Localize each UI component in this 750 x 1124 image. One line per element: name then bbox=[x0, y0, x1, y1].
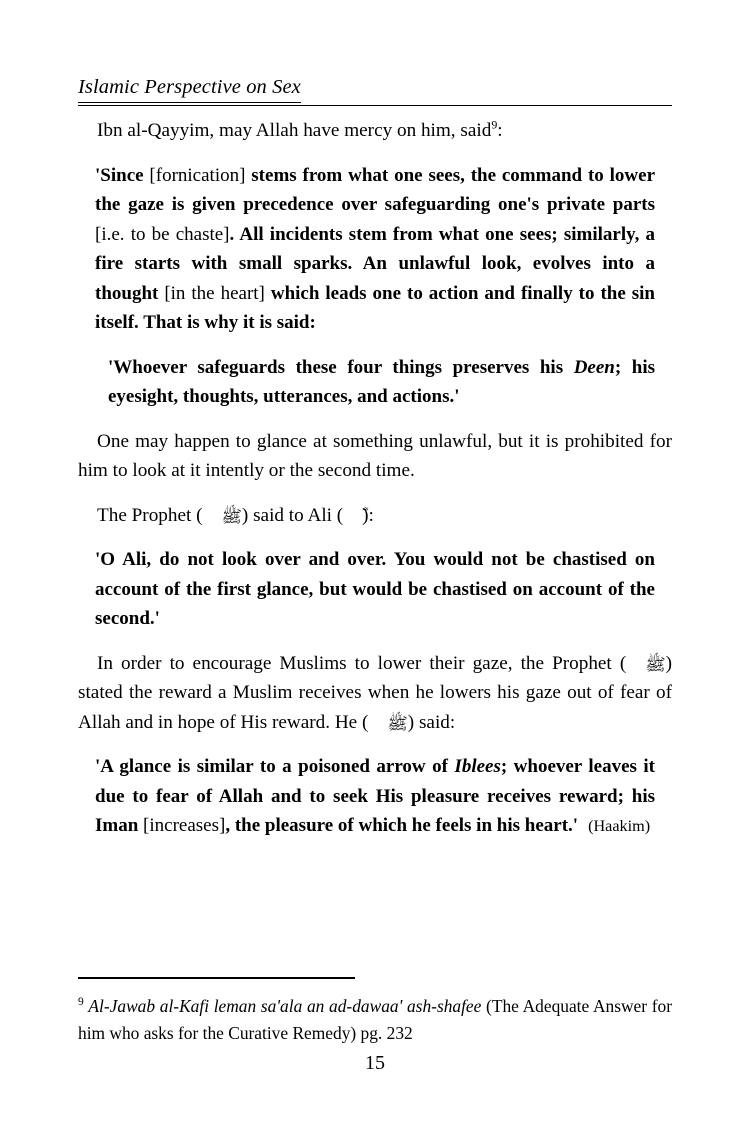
running-header-title: Islamic Perspective on Sex bbox=[78, 76, 301, 103]
italic-term-deen: Deen bbox=[573, 356, 615, 378]
lead-in-segment-2: ) said to Ali ( bbox=[241, 504, 344, 526]
paragraph-glance: One may happen to glance at something unlawful, but it is prohibited for him to look at it intently or the second time. bbox=[78, 430, 672, 481]
editorial-insertion-chaste: [i.e. to be chaste] bbox=[95, 223, 230, 245]
italic-term-iblees: Iblees bbox=[454, 756, 501, 777]
footnote-9 bbox=[78, 993, 672, 1047]
footnote-separator-rule bbox=[78, 977, 355, 979]
blockquote-poisoned-arrow bbox=[95, 752, 655, 842]
lead-in-segment-3: ): bbox=[362, 504, 374, 526]
reward-segment-3: ) said: bbox=[407, 711, 456, 733]
editorial-insertion-in-the-heart: [in the heart] bbox=[164, 282, 265, 304]
arrow-quote-segment-3: , the pleasure of which he feels in his heart.' bbox=[225, 815, 579, 836]
paragraph-intro bbox=[78, 116, 672, 146]
blockquote-o-ali: 'O Ali, do not look over and over. You would not be chastised on account of the first glance, but would be chastised on account of the second.' bbox=[95, 549, 655, 629]
page-content bbox=[78, 116, 672, 855]
quote-segment-2: stems from what one sees, the command to lower the gaze is given precedence over safeguarding one's private parts bbox=[95, 164, 655, 215]
editorial-insertion-increases: [increases] bbox=[143, 815, 226, 836]
quote-segment-4: which leads one to action and finally to the sin itself. That is why it is said: bbox=[95, 282, 655, 333]
inner-quote-segment-1: 'Whoever safeguards these four things preserves his bbox=[108, 356, 574, 378]
paragraph-prophet-to-ali: The Prophet ( ﷺ) said to Ali ( ): bbox=[97, 504, 374, 526]
intro-text-after-marker: : bbox=[497, 120, 503, 141]
quote-segment-3: . All incidents stem from what one sees; similarly, a fire starts with small sparks. An unlawful look, evolves into a thought bbox=[95, 223, 655, 304]
inner-quote-segment-2: ; his eyesight, thoughts, utterances, and actions.' bbox=[108, 356, 655, 407]
arrow-quote-segment-1: 'A glance is similar to a poisoned arrow of bbox=[95, 756, 455, 777]
footnote-title-italic: Al-Jawab al-Kafi leman sa'ala an ad-dawaa' ash-shafee bbox=[88, 996, 482, 1016]
reward-segment-1: In order to encourage Muslims to lower their gaze, the Prophet ( bbox=[97, 652, 627, 674]
reward-segment-2: ) stated the reward a Muslim receives when he lowers his gaze out of fear of Allah and in hope of His reward. He ( bbox=[78, 652, 672, 733]
quote-segment-1: 'Since bbox=[95, 164, 150, 186]
header-rule bbox=[78, 105, 672, 106]
footnote-marker: 9 bbox=[78, 996, 84, 1009]
footnote-reference-9[interactable]: 9 bbox=[491, 117, 498, 132]
lead-in-segment-1: The Prophet ( bbox=[97, 504, 203, 526]
page-number: 15 bbox=[365, 1052, 385, 1074]
editorial-insertion-fornication: [fornication] bbox=[149, 164, 246, 186]
blockquote-four-things bbox=[108, 353, 655, 412]
footnote-translation: (The Adequate Answer for him who asks for the Curative Remedy) pg. 232 bbox=[78, 996, 672, 1043]
hadith-attribution-haakim: (Haakim) bbox=[588, 817, 651, 835]
paragraph-reward: In order to encourage Muslims to lower their gaze, the Prophet ( ﷺ) stated the reward a Muslim receives when he lowers his gaze out of fear of Allah and in hope of His reward. He ( ﷺ) said: bbox=[78, 652, 672, 733]
blockquote-ibn-al-qayyim bbox=[95, 161, 655, 338]
running-header bbox=[78, 76, 672, 103]
arrow-quote-segment-2: ; whoever leaves it due to fear of Allah and to seek His pleasure receives reward; his Iman bbox=[95, 756, 655, 836]
intro-text-before-marker: Ibn al-Qayyim, may Allah have mercy on him, said bbox=[97, 120, 492, 141]
